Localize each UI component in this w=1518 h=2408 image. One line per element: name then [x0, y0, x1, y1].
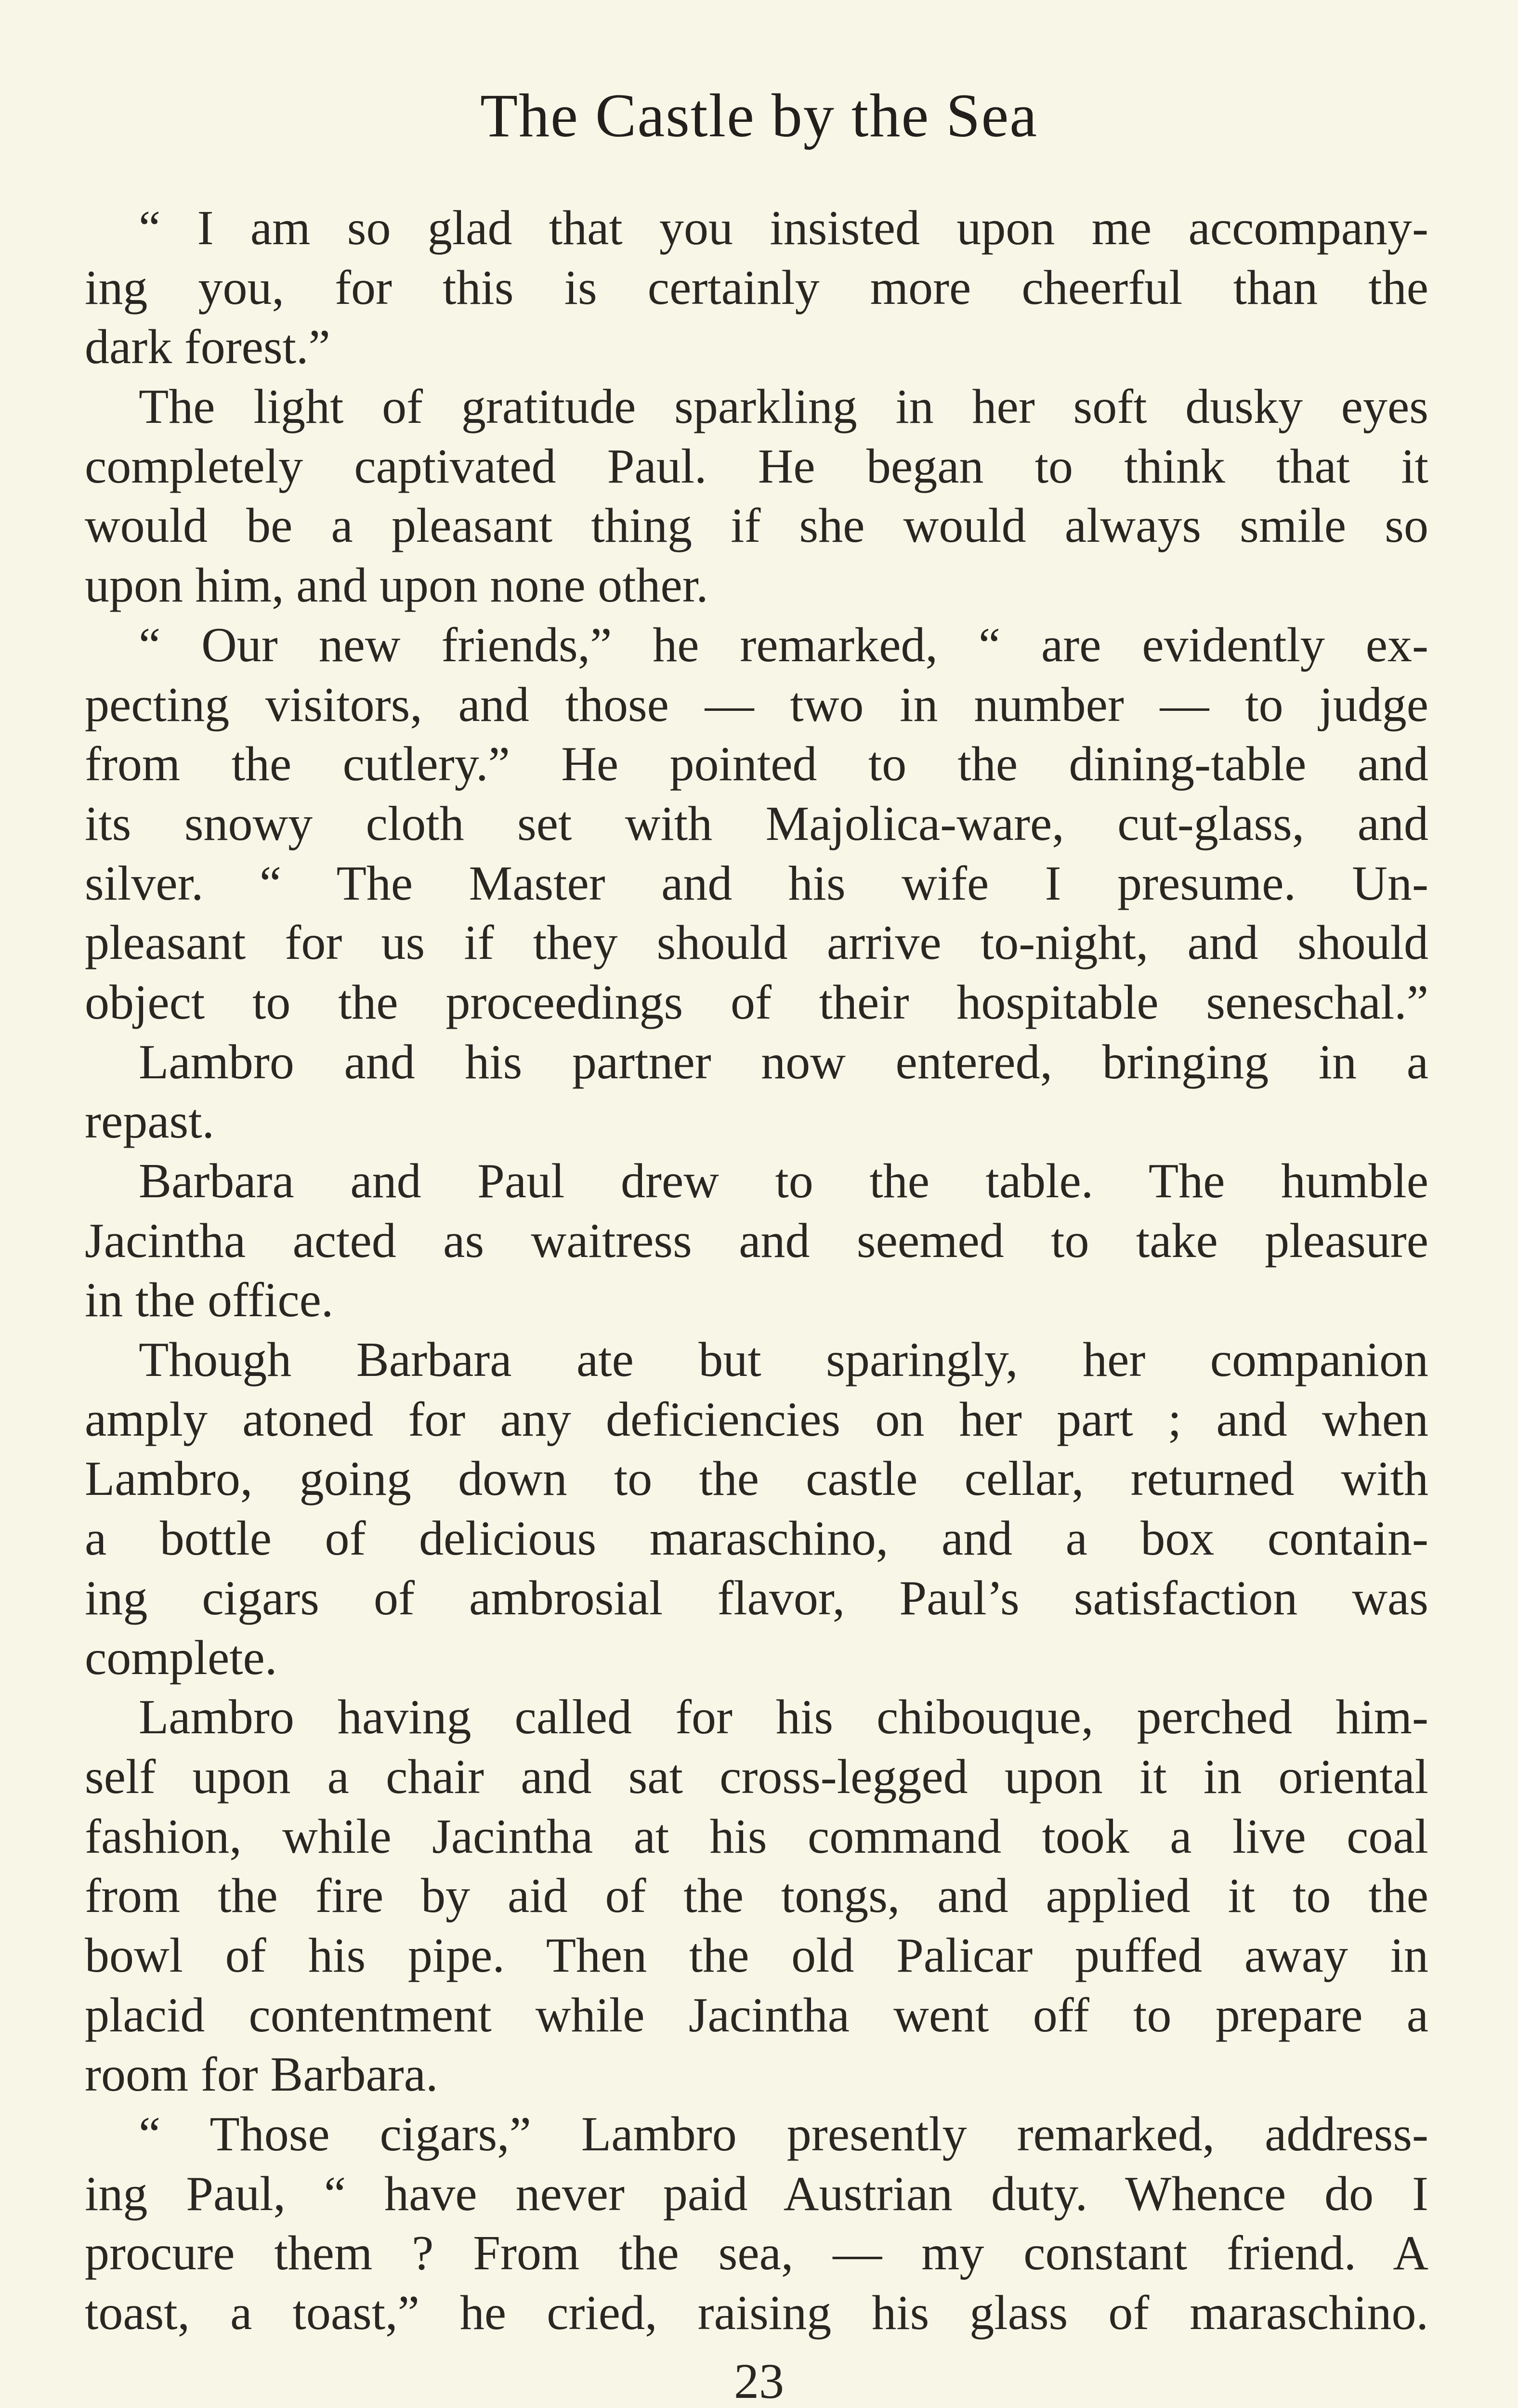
- text-line: The light of gratitude sparkling in her soft dusky eyes: [139, 380, 1428, 434]
- text-line: Lambro having called for his chibouque, perched him-: [139, 1690, 1428, 1745]
- text-line: “ Those cigars,” Lambro presently remarked, address-: [139, 2107, 1428, 2161]
- text-line: “ Our new friends,” he remarked, “ are evidently ex-: [139, 617, 1428, 672]
- text-line: ing Paul, “ have never paid Austrian duty. Whence do I: [85, 2166, 1428, 2221]
- text-line: its snowy cloth set with Majolica-ware, cut-glass, and: [85, 796, 1428, 851]
- text-line: in the office.: [85, 1273, 334, 1328]
- text-line: bowl of his pipe. Then the old Palicar puffed away in: [85, 1928, 1428, 1983]
- text-line: fashion, while Jacintha at his command took a live coal: [85, 1809, 1428, 1864]
- running-head-title: The Castle by the Sea: [480, 81, 1038, 150]
- text-line: procure them ? From the sea, — my constant friend. A: [85, 2226, 1428, 2281]
- text-line: placid contentment while Jacintha went off to prepare a: [85, 1988, 1428, 2042]
- text-line: pecting visitors, and those — two in number — to judge: [85, 677, 1428, 732]
- text-line: dark forest.”: [85, 320, 330, 375]
- text-line: toast, a toast,” he cried, raising his glass of maraschino.: [85, 2286, 1428, 2341]
- text-line: Jacintha acted as waitress and seemed to take pleasure: [85, 1213, 1428, 1268]
- page-number: 23: [734, 2354, 784, 2408]
- text-line: ing you, for this is certainly more cheerful than the: [85, 260, 1428, 315]
- text-line: amply atoned for any deficiencies on her part ; and when: [85, 1392, 1428, 1447]
- text-line: ing cigars of ambrosial flavor, Paul’s satisfaction was: [85, 1570, 1428, 1625]
- text-line: from the fire by aid of the tongs, and applied it to the: [85, 1869, 1428, 1924]
- text-line: pleasant for us if they should arrive to-night, and should: [85, 916, 1428, 970]
- text-line: a bottle of delicious maraschino, and a box contain-: [85, 1511, 1428, 1566]
- text-line: Lambro, going down to the castle cellar, returned with: [85, 1452, 1428, 1506]
- text-line: room for Barbara.: [85, 2047, 438, 2102]
- text-line: would be a pleasant thing if she would always smile so: [85, 498, 1428, 553]
- text-line: Barbara and Paul drew to the table. The humble: [139, 1154, 1428, 1208]
- text-line: self upon a chair and sat cross-legged upon it in oriental: [85, 1749, 1428, 1804]
- text-line: completely captivated Paul. He began to think that it: [85, 439, 1428, 494]
- text-line: Lambro and his partner now entered, bringing in a: [139, 1034, 1428, 1089]
- text-line: repast.: [85, 1094, 215, 1149]
- text-line: upon him, and upon none other.: [85, 558, 708, 613]
- text-line: “ I am so glad that you insisted upon me accompany-: [139, 201, 1428, 255]
- text-line: from the cutlery.” He pointed to the dining-table and: [85, 737, 1428, 792]
- text-line: object to the proceedings of their hospitable seneschal.”: [85, 975, 1428, 1030]
- text-line: silver. “ The Master and his wife I presume. Un-: [85, 856, 1428, 911]
- body-text: [85, 198, 1428, 2343]
- text-line: complete.: [85, 1630, 277, 1685]
- text-line: Though Barbara ate but sparingly, her companion: [139, 1333, 1428, 1387]
